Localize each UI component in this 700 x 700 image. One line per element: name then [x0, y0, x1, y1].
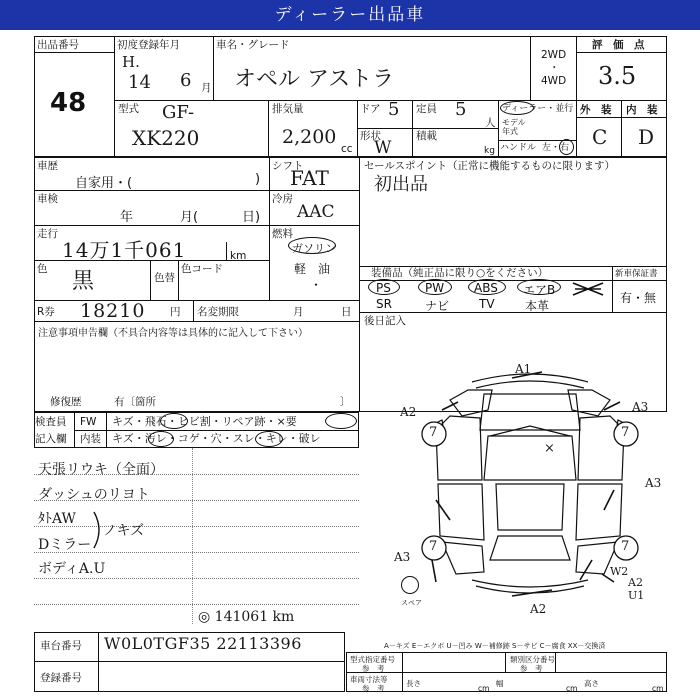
- width-unit: cm: [566, 684, 578, 693]
- inspector-label-1: 検査員: [35, 416, 67, 428]
- equip-pw-circle: [418, 279, 452, 295]
- mark-a3-left-rear: A3: [394, 550, 411, 564]
- reg-month: 6: [180, 70, 192, 91]
- equip-leather: 本革: [525, 299, 550, 313]
- tire-front-left: 7: [429, 425, 438, 440]
- type-prefix: GF-: [162, 102, 195, 123]
- exterior-grade: C: [592, 125, 608, 149]
- mark-w2: W2: [610, 565, 629, 578]
- crossed-out-mark: [570, 279, 606, 299]
- interior-label: 内 装: [626, 104, 658, 116]
- damage-legend: A－キズ E－エクボ U－凹み W－補修跡 S－サビ C－腐食 XX－交換済: [384, 642, 606, 650]
- handle-options: 左・右: [542, 143, 570, 153]
- mark-a2-left: A2: [400, 405, 417, 419]
- kg-unit: kg: [484, 146, 495, 156]
- score-label: 評 価 点: [592, 39, 645, 51]
- vin-label: 車台番号: [40, 640, 82, 652]
- doors-label: ドア: [360, 103, 381, 115]
- warranty-value: 有・無: [620, 291, 657, 305]
- mark-a1: A1: [515, 362, 532, 376]
- fuel-label: 燃料: [272, 228, 293, 240]
- displacement-label: 排気量: [272, 103, 304, 115]
- tire-front-right: 7: [621, 425, 630, 440]
- equip-navi: ナビ: [425, 299, 450, 313]
- right-handle-circle: [559, 139, 574, 155]
- handle-label: ハンドル: [500, 143, 537, 153]
- tire-rear-left: 7: [429, 539, 438, 554]
- note-line-5: ボディA.U: [38, 561, 106, 577]
- interior-grade: D: [638, 125, 655, 149]
- mileage-value: 14万1千061: [62, 238, 187, 262]
- mark-a2-rear-right: A2: [628, 576, 643, 589]
- replace-needed-circle: [325, 413, 357, 429]
- mileage-note: ◎ 141061 km: [198, 609, 295, 625]
- color-value: 黒: [72, 269, 95, 294]
- history-close: ): [255, 172, 261, 187]
- title-change-month: 月: [293, 306, 304, 318]
- note-line-4: Dミラー: [38, 537, 92, 553]
- person-unit: 人: [485, 117, 496, 129]
- type-designation-ref: 参 考: [362, 664, 385, 673]
- length-unit: cm: [478, 684, 490, 693]
- equip-airbag: エアB: [523, 283, 556, 297]
- ac-label: 冷房: [272, 193, 293, 205]
- fuel-dot: ・: [310, 278, 323, 292]
- dealer-parallel-label: ディーラー・並行: [502, 104, 574, 114]
- color-change-label: 色替: [154, 272, 175, 284]
- displacement: 2,200: [282, 126, 337, 148]
- type-class-label: 類別区分番号: [510, 655, 555, 664]
- mark-u1: U1: [628, 589, 645, 602]
- lot-number-label: 出品番号: [37, 39, 79, 51]
- type-designation-label: 型式指定番号: [350, 655, 395, 664]
- 2wd-label: 2WD: [541, 49, 567, 61]
- post-fit-label: 後日記入: [364, 315, 406, 327]
- equip-ps-circle: [368, 279, 400, 295]
- dims-label: 車両寸法等: [350, 675, 388, 684]
- new-car-warranty-label: 新車保証書: [615, 269, 658, 279]
- shift-value: FAT: [290, 166, 329, 190]
- stone-chip-circle: [160, 413, 188, 429]
- title-change-label: 名変期限: [197, 306, 239, 318]
- equip-abs-circle: [468, 279, 506, 295]
- fuel-gas-circle: [288, 237, 336, 254]
- worn-circle: [255, 431, 283, 447]
- dirt-circle: [148, 431, 174, 447]
- shift-label: シフト: [272, 160, 304, 172]
- repair-history-close: 〕: [340, 396, 351, 408]
- car-name: オペル アストラ: [234, 67, 395, 92]
- height-unit: cm: [652, 684, 664, 693]
- note-line-2: ダッシュのリヨト: [38, 487, 150, 503]
- width-label: 幅: [496, 679, 504, 688]
- interior-items: キズ・汚レ・コゲ・穴・スレ・キレ・破レ: [112, 432, 321, 445]
- repair-history-label: 修復歴: [50, 396, 82, 408]
- recycle-amount: 18210: [80, 300, 146, 322]
- inspection-month: 月(: [180, 210, 199, 225]
- spare-tire-icon: [401, 576, 419, 594]
- note-line-3: ﾀﾄAW: [38, 511, 76, 527]
- model-year-label: モデル年式: [502, 118, 526, 136]
- mark-a3-right-mid: A3: [645, 476, 662, 490]
- registration-label: 登録番号: [40, 672, 82, 684]
- equip-ps: PS: [376, 281, 391, 295]
- km-unit: km: [230, 250, 247, 262]
- interior-label-row: 内装: [80, 433, 101, 445]
- equip-tv: TV: [479, 297, 495, 311]
- lot-number: 48: [50, 88, 87, 118]
- type-model: XK220: [132, 126, 200, 150]
- reg-month-unit: 月: [201, 82, 212, 94]
- first-registration-label: 初度登録年月: [117, 39, 180, 51]
- inspection-label: 車検: [37, 193, 58, 205]
- tire-rear-right: 7: [621, 539, 630, 554]
- recycle-ticket-label: R券: [37, 306, 55, 318]
- inspection-day: 日): [242, 210, 261, 225]
- equipment-label: 装備品（純正品に限り○をください）: [371, 267, 549, 279]
- notes-label: 注意事項申告欄（不具合内容等は具体的に記入して下さい）: [38, 328, 308, 339]
- ac-value: AAC: [297, 202, 335, 222]
- fw-items: キズ・飛石・ヒビ割・リペア跡・×要: [112, 415, 297, 428]
- wd-separator: ・: [549, 62, 560, 74]
- repair-history-value: 有〔箇所: [114, 396, 156, 408]
- doors-value: 5: [388, 99, 400, 120]
- equip-sr: SR: [376, 297, 392, 311]
- history-value: 自家用・(: [75, 176, 133, 191]
- equip-abs: ABS: [474, 281, 498, 295]
- height-label: 高さ: [584, 679, 599, 688]
- vin-value: W0L0TGF35 22113396: [104, 634, 302, 653]
- yen-unit: 円: [170, 306, 181, 318]
- type-label: 型式: [118, 103, 139, 115]
- 4wd-label: 4WD: [541, 75, 567, 87]
- mark-a2-rear: A2: [530, 602, 547, 616]
- fuel-diesel: 軽 油: [294, 262, 331, 276]
- dims-ref: 参 考: [362, 684, 385, 693]
- title-change-day: 日: [341, 306, 352, 318]
- note-line-1: 天張リウキ（全面）: [38, 462, 164, 478]
- sales-point-label: セールスポイント（正常に機能するものに限ります）: [364, 160, 616, 172]
- fuel-gas: ガソリン: [292, 242, 336, 255]
- sales-point-value: 初出品: [374, 174, 428, 195]
- reg-year: 14: [128, 72, 151, 93]
- shape-label: 形状: [360, 130, 381, 142]
- mileage-label: 走行: [37, 228, 58, 240]
- score-value: 3.5: [598, 62, 637, 90]
- color-label: 色: [37, 263, 48, 275]
- exterior-label: 外 装: [580, 104, 612, 116]
- cc-unit: cc: [341, 143, 353, 155]
- spare-label: スペア: [401, 599, 422, 607]
- history-label: 車歴: [37, 160, 58, 172]
- shape-value: W: [374, 138, 392, 158]
- dealer-circle: [500, 101, 534, 115]
- mark-cross: ×: [544, 441, 555, 456]
- fw-label: FW: [80, 416, 97, 428]
- capacity-value: 5: [455, 99, 467, 120]
- note-scratch: ノキズ: [103, 523, 145, 539]
- car-name-label: 車名・グレード: [216, 39, 290, 51]
- era: H.: [122, 53, 140, 71]
- inspector-label-2: 記入欄: [35, 433, 67, 445]
- inspection-year: 年: [120, 210, 134, 225]
- bracket-mark: [92, 510, 106, 550]
- type-class-ref: 参 考: [520, 664, 543, 673]
- color-code-label: 色コード: [181, 263, 223, 275]
- length-label: 長さ: [406, 679, 421, 688]
- capacity-label: 定員: [416, 103, 437, 115]
- load-label: 積載: [416, 130, 437, 142]
- equip-pw: PW: [425, 281, 445, 295]
- mark-a3-right-front: A3: [632, 400, 649, 414]
- page-header: ディーラー出品車: [0, 0, 700, 30]
- equip-airbag-circle: [517, 279, 561, 295]
